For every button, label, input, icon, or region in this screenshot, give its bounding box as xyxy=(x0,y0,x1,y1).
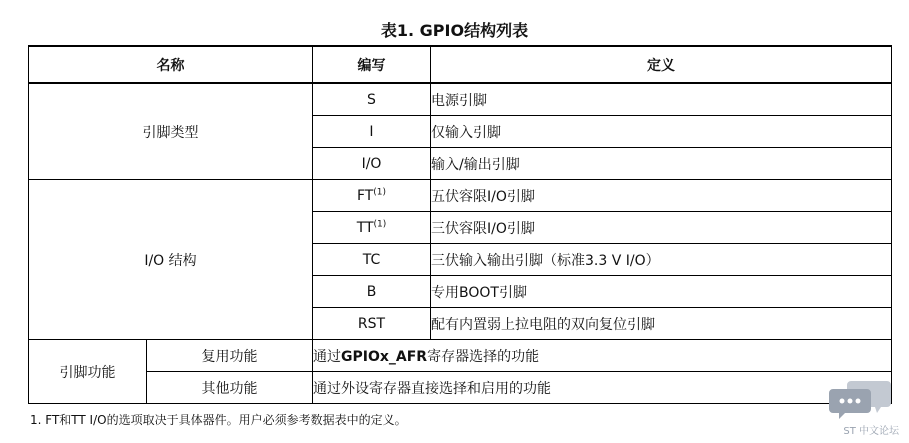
abbr-cell: I/O xyxy=(313,148,431,180)
definition-cell: 专用BOOT引脚 xyxy=(431,276,892,308)
group-io-structure: I/O 结构 xyxy=(29,180,313,340)
table-title: 表1. GPIO结构列表 xyxy=(380,21,529,40)
definition-cell: 输入/输出引脚 xyxy=(431,148,892,180)
abbr-cell: TT$^{(1)}$ xyxy=(313,212,431,244)
abbr-cell: TC xyxy=(313,244,431,276)
sub-name-cell: 复用功能 xyxy=(147,340,313,372)
definition-cell: 三伏输入输出引脚（标准3.3 V I/O） xyxy=(431,244,892,276)
footnote-ref: (1) xyxy=(373,218,387,229)
footnote: 1. FT和TT I/O的选项取决于具体器件。用户必须参考数据表中的定义。 xyxy=(30,413,407,427)
footnote-ref: (1) xyxy=(373,186,387,197)
abbr-cell: S xyxy=(313,83,431,116)
table-header-row xyxy=(29,46,892,83)
abbr-cell: B xyxy=(313,276,431,308)
definition-cell: 通过外设寄存器直接选择和启用的功能 xyxy=(313,372,892,404)
definition-cell: 电源引脚 xyxy=(431,83,892,116)
watermark-text: ST 中文论坛 xyxy=(843,426,899,437)
abbr-cell: I xyxy=(313,116,431,148)
abbr-cell: RST xyxy=(313,308,431,340)
header-name: 名称 xyxy=(29,46,313,83)
definition-cell: 三伏容限I/O引脚 xyxy=(431,212,892,244)
group-pin-function: 引脚功能 xyxy=(29,340,147,404)
table-row xyxy=(29,180,892,212)
definition-cell: 通过GPIOx_AFR寄存器选择的功能 xyxy=(313,340,892,372)
definition-cell: 五伏容限I/O引脚 xyxy=(431,180,892,212)
gpio-structure-table xyxy=(28,45,892,404)
table-row xyxy=(29,83,892,116)
group-pin-type: 引脚类型 xyxy=(29,83,313,180)
table-row xyxy=(29,340,892,372)
header-abbr: 编写 xyxy=(313,46,431,83)
watermark xyxy=(819,377,899,437)
table-row xyxy=(29,372,892,404)
definition-cell: 配有内置弱上拉电阻的双向复位引脚 xyxy=(431,308,892,340)
definition-cell: 仅输入引脚 xyxy=(431,116,892,148)
sub-name-cell: 其他功能 xyxy=(147,372,313,404)
header-definition: 定义 xyxy=(431,46,892,83)
abbr-cell: FT$^{(1)}$ xyxy=(313,180,431,212)
chat-bubble-icon xyxy=(829,377,893,419)
